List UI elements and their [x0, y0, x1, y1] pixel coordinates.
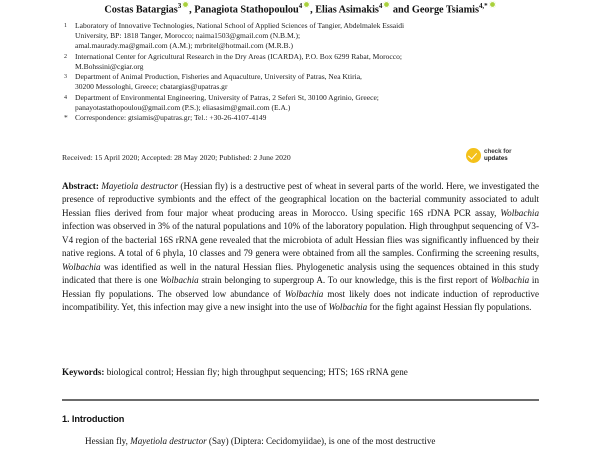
orcid-icon[interactable] [489, 1, 496, 8]
affiliation-marker: 3 [64, 74, 67, 81]
author-separator-3: and [390, 4, 412, 16]
keywords-block [62, 366, 539, 379]
author-separator-1: , [189, 4, 195, 16]
author-name-1: Costas Batargias [104, 4, 178, 16]
author-name-4: George Tsiamis [411, 4, 479, 16]
author-separator-2: , [310, 4, 316, 16]
author-affiliation-marker-2: 4 [298, 2, 303, 10]
section-divider [62, 399, 539, 401]
affiliation-entry-1 [62, 21, 540, 51]
author-affiliation-marker-1: 3 [177, 2, 182, 10]
author-name-2: Panagiota Stathopoulou [194, 4, 299, 16]
badge-label-line2: updates [484, 155, 508, 162]
checkmark-icon [466, 148, 481, 163]
affiliation-entry-3 [62, 72, 540, 92]
affiliation-entry-2 [62, 52, 540, 72]
affiliation-line: University, BP: 1818 Tanger, Morocco; naima1503@gmail.com (N.B.M.); [75, 31, 301, 41]
affiliation-line: Department of Animal Production, Fisheries and Aquaculture, University of Patras, Nea Ktiria, [75, 72, 362, 82]
author-affiliation-marker-4: 4,* [478, 2, 488, 10]
affiliation-line: International Center for Agricultural Research in the Dry Areas (ICARDA), P.O. Box 6299 Rabat, Morocco; [75, 51, 402, 61]
affiliation-text [75, 52, 540, 72]
badge-label-line1: check for [484, 147, 512, 155]
abstract-label: Abstract: [62, 181, 99, 191]
affiliation-marker: 4 [64, 94, 67, 101]
affiliation-text [75, 93, 540, 113]
affiliation-line: 30200 Messologhi, Greece; cbatargias@upatras.gr [75, 82, 228, 92]
keywords-label: Keywords: [62, 367, 105, 377]
keywords-list: biological control; Hessian fly; high throughput sequencing; HTS; 16S rRNA gene [106, 367, 408, 377]
affiliation-entry-4 [62, 93, 540, 113]
abstract-body: Mayetiola destructor (Hessian fly) is a destructive pest of wheat in several parts of the world. Here, we investigated the presence of reproductive symbionts and the effect of the geographical location on the bacterial community associated to adult Hessian flies derived from four major wheat producing areas in Morocco. Using specific 16S rDNA PCR assay, Wolbachia infection was observed in 3% of the natural populations and 10% of the laboratory population. High throughput sequencing of V3-V4 region of the bacterial 16S rRNA gene revealed that the microbiota of adult Hessian flies was significantly influenced by their native regions. A total of 6 phyla, 10 classes and 79 genera were obtained from all the samples. Confirming the screening results, Wolbachia was identified as well in the natural Hessian flies. Phylogenetic analysis using the sequences obtained in this study indicated that there is one Wolbachia strain belonging to supergroup A. To our knowledge, this is the first report of Wolbachia in Hessian fly populations. The observed low abundance of Wolbachia most likely does not indicate induction of reproductive incompatibility. Yet, this infection may give a new insight into the use of Wolbachia for the fight against Hessian fly populations. [62, 181, 539, 313]
affiliation-text [75, 21, 540, 51]
check-for-updates-badge[interactable] [466, 144, 532, 166]
affiliation-line: M.Bohssini@cgiar.org [75, 61, 144, 71]
affiliation-line: Laboratory of Innovative Technologies, National School of Applied Sciences of Tangier, Abdelmalek Essaidi [75, 21, 405, 30]
author-name-3: Elias Asimakis [315, 4, 379, 16]
correspondence-entry [62, 113, 540, 124]
affiliation-text [75, 72, 540, 92]
badge-label [484, 148, 512, 163]
affiliations-block [62, 21, 540, 124]
publication-dates: Received: 15 April 2020; Accepted: 28 May 2020; Published: 2 June 2020 [62, 153, 291, 162]
author-affiliation-marker-3: 4 [378, 2, 383, 10]
affiliation-line: Department of Environmental Engineering, University of Patras, 2 Seferi St, 30100 Agrinio, Greece; [75, 92, 379, 102]
affiliation-marker: 2 [64, 53, 67, 60]
correspondence-marker: * [64, 113, 68, 123]
affiliation-line: amal.maurady.ma@gmail.com (A.M.); mrbritel@hotmail.com (M.R.B.) [75, 41, 293, 51]
authors-line [0, 0, 600, 16]
introduction-first-paragraph: Hessian fly, Mayetiola destructor (Say) (Diptera: Cecidomyiidae), is one of the most destructive [85, 436, 436, 446]
affiliation-marker: 1 [64, 23, 67, 29]
abstract-block [62, 180, 539, 315]
affiliation-line: panayotastathopoulou@gmail.com (P.S.); eliasasim@gmail.com (E.A.) [75, 102, 291, 112]
correspondence-text: Correspondence: gtsiamis@upatras.gr; Tel.: +30-26-4107-4149 [75, 113, 267, 123]
section-heading-introduction: 1. Introduction [62, 414, 125, 424]
